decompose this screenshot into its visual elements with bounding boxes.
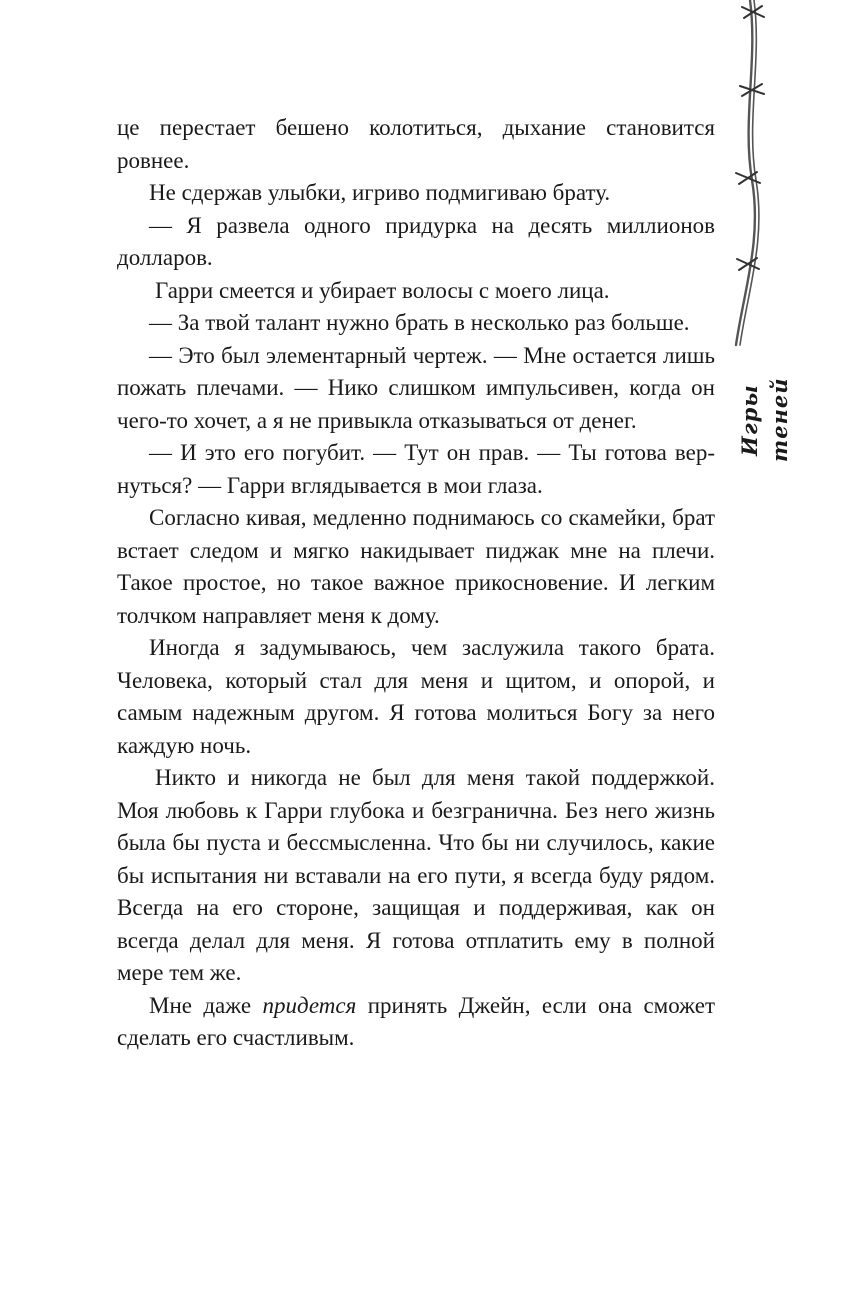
barbed-wire-ornament bbox=[722, 0, 782, 350]
barb-icon bbox=[742, 6, 764, 18]
text-run: Мне даже bbox=[149, 992, 263, 1018]
paragraph: — Я развела одного придурка на десять миллионов долларов. bbox=[117, 212, 715, 270]
paragraph: — За твой талант нужно брать в несколько раз больше. bbox=[149, 310, 690, 335]
paragraph: це перестает бешено колотиться, дыхание становится ровнее. bbox=[117, 115, 715, 173]
barb-icon bbox=[737, 258, 759, 270]
paragraph-last bbox=[117, 990, 715, 1055]
barb-icon bbox=[740, 84, 764, 96]
paragraph: Гарри смеется и убирает волосы с моего лица. bbox=[155, 277, 610, 303]
paragraph: Иногда я задумываюсь, чем заслужила такого брата. Человека, который стал для меня и щитом, и опорой, и самым надежным другом. Я готова молиться Богу за него каждую ночь. bbox=[117, 635, 715, 758]
barb-icons bbox=[736, 6, 764, 270]
emphasis-text: придется bbox=[262, 992, 357, 1018]
running-title: Игры теней bbox=[737, 377, 792, 463]
paragraph: Согласно кивая, медленно поднимаюсь со скамейки, брат встает следом и мягко накидывает пиджак мне на плечи. Такое простое, но такое важное прикосновение. И легким толчком направляет меня к дому. bbox=[117, 505, 715, 628]
paragraph: Не сдержав улыбки, игриво подмигиваю брату. bbox=[149, 180, 611, 205]
paragraph: — И это его погубит. — Тут он прав. — Ты готова вернуться? — Гарри вглядывается в мои глаза. bbox=[117, 440, 715, 498]
page-body bbox=[117, 112, 715, 1055]
paragraph: Никто и никогда не был для меня такой поддержкой. Моя любовь к Гарри глубока и безгранична. Без него жизнь была бы пуста и бессмысленна. Что бы ни случилось, какие бы испытания ни вставали на его пути, я всегда буду рядом. Всегда на его стороне, защищая и поддерживая, как он всегда делал для меня. Я готова отплатить ему в полной мере тем же. bbox=[117, 765, 715, 985]
paragraph: — Это был элементарный чертеж. — Мне остается лишь пожать плечами. — Нико слишком импульсивен, когда он чего-то хочет, а я не привыкла отказываться от денег. bbox=[117, 342, 715, 433]
text-run: принять Джейн, если она сможет сделать его счастливым. bbox=[117, 992, 715, 1050]
